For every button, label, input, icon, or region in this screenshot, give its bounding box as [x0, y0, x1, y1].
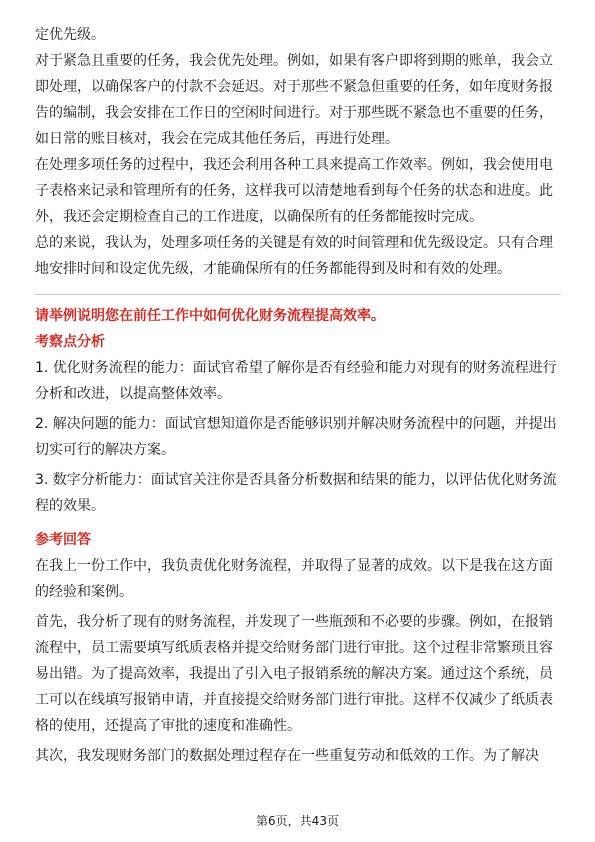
paragraph: 其次，我发现财务部门的数据处理过程存在一些重复劳动和低效的工作。为了解决 — [35, 748, 539, 764]
page-content — [35, 22, 561, 773]
analysis-heading: 考察点分析 — [35, 334, 105, 350]
paragraph: 总的来说，我认为，处理多项任务的关键是有效的时间管理和优先级设定。只有合理地安排时间和设定优先级，才能确保所有的任务都能得到及时和有效的处理。 — [35, 235, 553, 277]
paragraph: 对于紧急且重要的任务，我会优先处理。例如，如果有客户即将到期的账单，我会立即处理，以确保客户的付款不会延迟。对于那些不紧急但重要的任务，如年度财务报告的编制，我会安排在工作日的空闲时间进行。对于那些既不紧急也不重要的任务，如日常的账目核对，我会在完成其他任务后，再进行处理。 — [35, 53, 553, 147]
analysis-item: 1. 优化财务流程的能力：面试官希望了解你是否有经验和能力对现有的财务流程进行分析和改进，以提高整体效率。 — [35, 360, 557, 402]
section-divider — [35, 294, 561, 295]
analysis-list — [35, 355, 561, 519]
answer-heading: 参考回答 — [35, 532, 91, 548]
answer-body — [35, 553, 561, 769]
analysis-item: 3. 数字分析能力：面试官关注你是否具备分析数据和结果的能力，以评估优化财务流程的效果。 — [35, 472, 557, 514]
paragraph: 在处理多项任务的过程中，我还会利用各种工具来提高工作效率。例如，我会使用电子表格来记录和管理所有的任务，这样我可以清楚地看到每个任务的状态和进度。此外，我还会定期检查自己的工作进度，以确保所有的任务都能按时完成。 — [35, 157, 553, 225]
top-section — [35, 22, 561, 282]
paragraph: 定优先级。 — [35, 27, 105, 43]
question-title: 请举例说明您在前任工作中如何优化财务流程提高效率。 — [35, 308, 385, 324]
paragraph: 首先，我分析了现有的财务流程，并发现了一些瓶颈和不必要的步骤。例如，在报销流程中，员工需要填写纸质表格并提交给财务部门进行审批。这个过程非常繁琐且容易出错。为了提高效率，我提出了引入电子报销系统的解决方案。通过这个系统，员工可以在线填写报销申请，并直接提交给财务部门进行审批。这样不仅减少了纸质表格的使用，还提高了审批的速度和准确性。 — [35, 614, 553, 734]
paragraph: 在我上一份工作中，我负责优化财务流程，并取得了显著的成效。以下是我在这方面的经验和案例。 — [35, 558, 553, 600]
page-number: 第6页，共43页 — [256, 814, 339, 828]
analysis-item: 2. 解决问题的能力：面试官想知道你是否能够识别并解决财务流程中的问题，并提出切实可行的解决方案。 — [35, 416, 557, 458]
